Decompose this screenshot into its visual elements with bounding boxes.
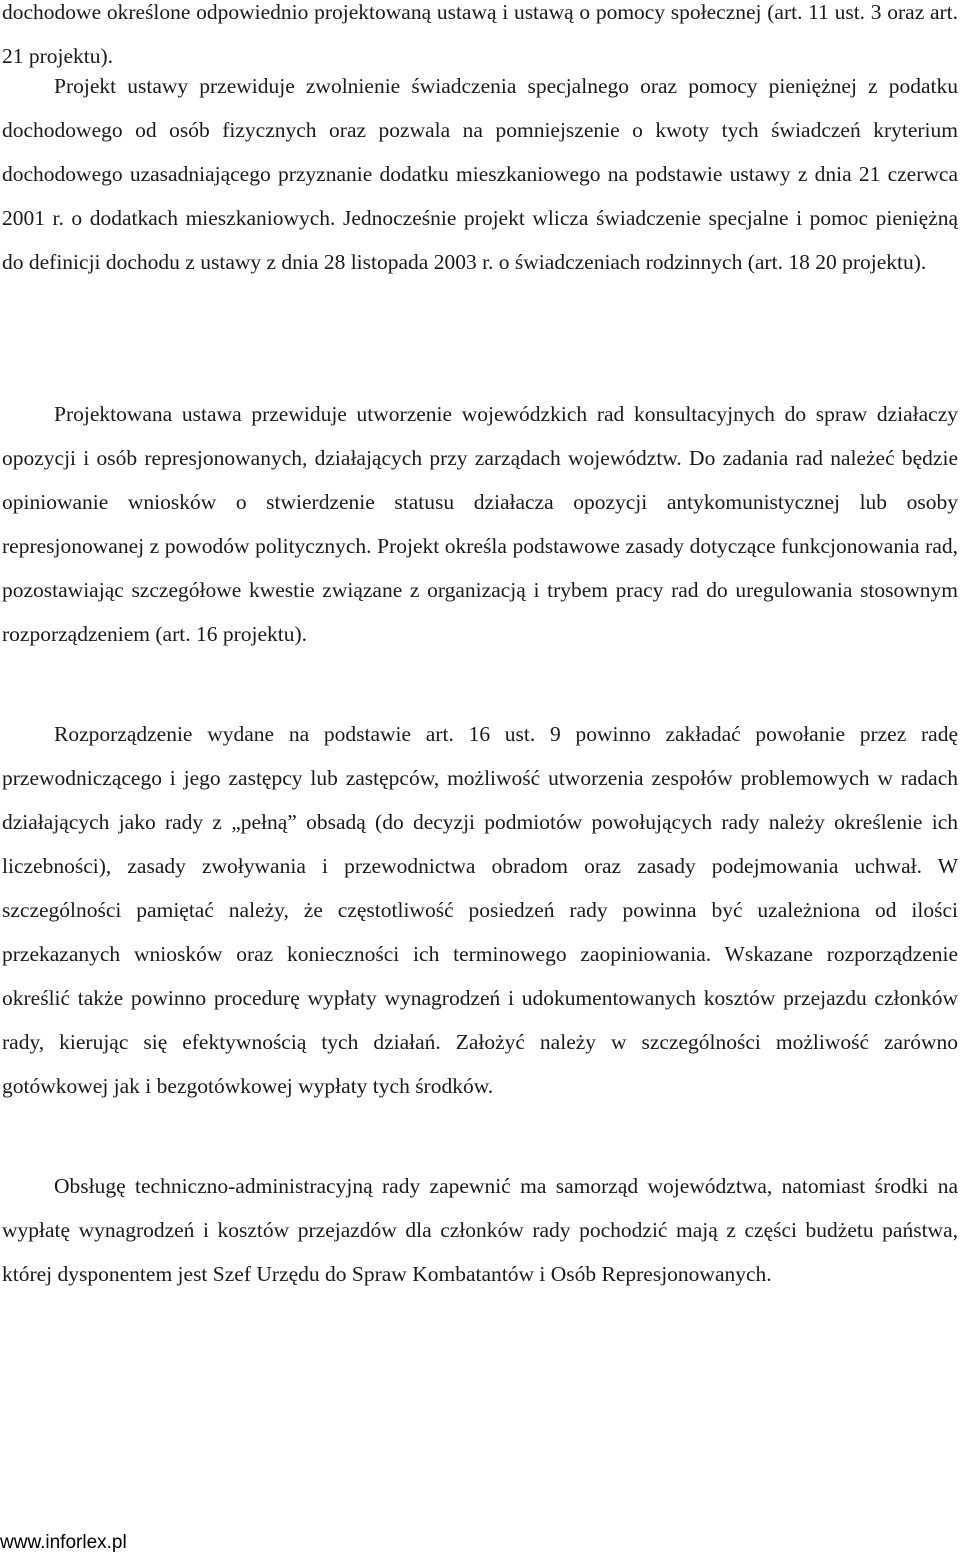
paragraph-consultative-councils: Projektowana ustawa przewiduje utworzenie wojewódzkich rad konsultacyjnych do spraw działaczy opozycji i osób represjonowanych, działających przy zarządach województw. Do zadania rad należeć będzie opiniowanie wniosków o stwierdzenie statusu działacza opozycji antykomunistycznej lub osoby represjonowanej z powodów politycznych. Projekt określa podstawowe zasady dotyczące funkcjonowania rad, pozostawiając szczegółowe kwestie związane z organizacją i trybem pracy rad do uregulowania stosownym rozporządzeniem (art. 16 projektu).: [2, 402, 958, 646]
paragraph-administrative-support: Obsługę techniczno-administracyjną rady zapewnić ma samorząd województwa, natomiast środki na wypłatę wynagrodzeń i kosztów przejazdów dla członków rady pochodzić mają z części budżetu państwa, której dysponentem jest Szef Urzędu do Spraw Kombatantów i Osób Represjonowanych.: [2, 1174, 958, 1286]
paragraph-continuation: dochodowe określone odpowiednio projektowaną ustawą i ustawą o pomocy społecznej (art. 11 ust. 3 oraz art. 21 projektu).: [2, 0, 958, 68]
paragraph-regulation: Rozporządzenie wydane na podstawie art. 16 ust. 9 powinno zakładać powołanie przez radę przewodniczącego i jego zastępcy lub zastępców, możliwość utworzenia zespołów problemowych w radach działających jako rady z „pełną” obsadą (do decyzji podmiotów powołujących rady należy określenie ich liczebności), zasady zwoływania i przewodnictwa obradom oraz zasady podejmowania uchwał. W szczególności pamiętać należy, że częstotliwość posiedzeń rady powinna być uzależniona od ilości przekazanych wniosków oraz konieczności ich terminowego zaopiniowania. Wskazane rozporządzenie określić także powinno procedurę wypłaty wynagrodzeń i udokumentowanych kosztów przejazdu członków rady, kierując się efektywnością tych działań. Założyć należy w szczególności możliwość zarówno gotówkowej jak i bezgotówkowej wypłaty tych środków.: [2, 722, 958, 1098]
paragraph-tax-exemption: Projekt ustawy przewiduje zwolnienie świadczenia specjalnego oraz pomocy pieniężnej z podatku dochodowego od osób fizycznych oraz pozwala na pomniejszenie o kwoty tych świadczeń kryterium dochodowego uzasadniającego przyznanie dodatku mieszkaniowego na podstawie ustawy z dnia 21 czerwca 2001 r. o dodatkach mieszkaniowych. Jednocześnie projekt wlicza świadczenie specjalne i pomoc pieniężną do definicji dochodu z ustawy z dnia 28 listopada 2003 r. o świadczeniach rodzinnych (art. 18 20 projektu).: [2, 74, 958, 274]
footer-url: www.inforlex.pl: [0, 1532, 127, 1553]
